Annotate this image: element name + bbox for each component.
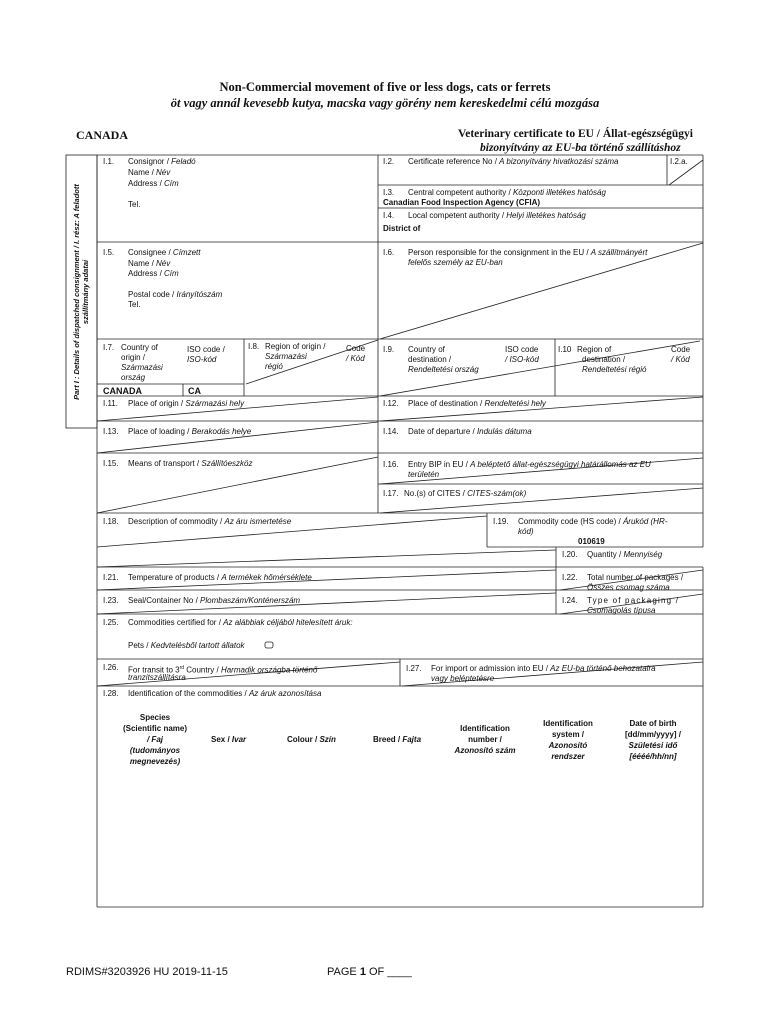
box-i16-label-line2: területén bbox=[408, 470, 440, 479]
box-i15-number: I.15. bbox=[103, 459, 119, 468]
box-i7-iso-value: CA bbox=[188, 386, 201, 396]
certificate-title-line2: bizonyítvány az EU-ba történő szállításhoz bbox=[480, 142, 681, 154]
col-species-line1: Species bbox=[139, 713, 171, 722]
form-title: Non-Commercial movement of five or less dogs, cats or ferrets bbox=[219, 80, 551, 94]
box-i9-iso: ISO code bbox=[505, 345, 539, 354]
box-i14-number: I.14. bbox=[383, 427, 399, 436]
box-i6-label: Person responsible for the consignment in the EU / A szállítmányért bbox=[408, 248, 648, 257]
box-i19-label-line2: kód) bbox=[518, 527, 534, 536]
box-i8-line2: Származási bbox=[265, 352, 307, 361]
box-i21-number: I.21. bbox=[103, 573, 119, 582]
box-i8-code: Code bbox=[346, 344, 366, 353]
box-i2-number: I.2. bbox=[383, 157, 395, 166]
box-i12-label: Place of destination / Rendeltetési hely bbox=[408, 399, 546, 408]
side-label-line2: szállítmány adatai bbox=[81, 259, 90, 325]
col-dob-line4: [éééé/hh/nn] bbox=[629, 752, 677, 761]
box-i27-label-line2: vagy beléptetésre bbox=[431, 674, 495, 683]
col-dob-line2: [dd/mm/yyyy] / bbox=[624, 730, 681, 739]
box-i28-label: Identification of the commodities / Az áruk azonosítása bbox=[128, 689, 322, 698]
box-i3-label: Central competent authority / Központi illetékes hatóság bbox=[408, 188, 606, 197]
box-i25-pets-label: Pets / Kedvtelésből tartott állatok bbox=[128, 641, 245, 650]
box-i10-number: I.10 bbox=[558, 345, 572, 354]
box-i2a-label: I.2.a. bbox=[670, 157, 688, 166]
box-i5-address: Address / Cím bbox=[128, 269, 179, 278]
box-i14-label: Date of departure / Indulás dátuma bbox=[408, 427, 532, 436]
col-idsys-line2: system / bbox=[551, 730, 585, 739]
box-i21-label: Temperature of products / A termékek hőmérséklete bbox=[128, 573, 312, 582]
box-i27-number: I.27. bbox=[406, 664, 422, 673]
side-label-line1: Part I : Details of dispatched consignment / I. rész: A feladott bbox=[72, 184, 81, 400]
box-i1-address: Address / Cím bbox=[128, 179, 179, 188]
box-i28-number: I.28. bbox=[103, 689, 119, 698]
box-i8-line3: régió bbox=[265, 362, 283, 371]
box-i18-number: I.18. bbox=[103, 517, 119, 526]
box-i24-label-line2: Csomagolás típusa bbox=[587, 606, 656, 615]
box-i22-label-line2: Összes csomag száma bbox=[587, 583, 670, 592]
box-i15-label: Means of transport / Szállítóeszköz bbox=[128, 459, 253, 468]
col-idnum-line2: number / bbox=[468, 735, 502, 744]
country-label: CANADA bbox=[76, 128, 128, 142]
box-i13-label: Place of loading / Berakodás helye bbox=[128, 427, 252, 436]
box-i11-number: I.11. bbox=[103, 399, 118, 408]
col-sex: Sex / Ivar bbox=[211, 735, 247, 744]
box-i11-label: Place of origin / Származási hely bbox=[128, 399, 245, 408]
page-indicator: PAGE 1 OF ____ bbox=[327, 966, 412, 978]
box-i22-number: I.22. bbox=[562, 573, 578, 582]
col-species-line3: / Faj bbox=[146, 735, 163, 744]
box-i4-number: I.4. bbox=[383, 211, 395, 220]
box-i24-label: Type of packaging / bbox=[587, 596, 680, 605]
box-i23-number: I.23. bbox=[103, 596, 119, 605]
box-i7-iso: ISO code / bbox=[187, 345, 225, 354]
box-i9-line2: destination / bbox=[408, 355, 452, 364]
certificate-title: Veterinary certificate to EU / Állat-egészségügyi bbox=[458, 128, 693, 140]
pets-checkbox[interactable] bbox=[265, 642, 273, 648]
box-i18-label: Description of commodity / Az áru ismertetése bbox=[128, 517, 292, 526]
document-reference: RDIMS#3203926 HU 2019-11-15 bbox=[66, 966, 228, 978]
box-i19-label: Commodity code (HS code) / Árukód (HR- bbox=[518, 517, 668, 526]
box-i26-label-line2: tranzitszállításra bbox=[128, 673, 186, 682]
box-i9-line3: Rendeltetési ország bbox=[408, 365, 479, 374]
box-i3-number: I.3. bbox=[383, 188, 395, 197]
box-i4-value: District of bbox=[383, 224, 421, 233]
box-i9-iso-hu: / ISO-kód bbox=[505, 355, 539, 364]
box-i10-code-hu: / Kód bbox=[671, 355, 690, 364]
box-i5-name: Name / Név bbox=[128, 259, 171, 268]
box-i1-name: Name / Név bbox=[128, 168, 171, 177]
box-i7-line3: Származási bbox=[121, 363, 163, 372]
col-idnum-line3: Azonosító szám bbox=[454, 746, 516, 755]
box-i19-value: 010619 bbox=[578, 537, 605, 546]
col-dob-line1: Date of birth bbox=[629, 719, 677, 728]
box-i25-number: I.25. bbox=[103, 618, 119, 627]
box-i7-line1: Country of bbox=[121, 343, 158, 352]
box-i2-label: Certificate reference No / A bizonyítvány hivatkozási száma bbox=[408, 157, 619, 166]
box-i26-number: I.26. bbox=[103, 663, 119, 672]
col-idsys-line1: Identification bbox=[543, 719, 593, 728]
box-i9-number: I.9. bbox=[383, 345, 395, 354]
box-i6-number: I.6. bbox=[383, 248, 395, 257]
box-i16-number: I.16. bbox=[383, 460, 399, 469]
box-i1-consignor: Consignor / Feladó bbox=[128, 157, 196, 166]
box-i17-label: No.(s) of CITES / CITES-szám(ok) bbox=[404, 489, 527, 498]
col-species-line4: (tudományos bbox=[129, 746, 181, 755]
box-i7-line2: origin / bbox=[121, 353, 146, 362]
box-i23-label: Seal/Container No / Plombaszám/Konténerszám bbox=[128, 596, 301, 605]
box-i24-number: I.24. bbox=[562, 596, 578, 605]
box-i13-number: I.13. bbox=[103, 427, 119, 436]
box-i16-label: Entry BIP in EU / A beléptető állat-egészségügyi határállomás az EU bbox=[408, 460, 651, 469]
box-i6-label-line2: felelős személy az EU-ban bbox=[408, 258, 503, 267]
box-i10-line3: Rendeltetési régió bbox=[582, 365, 647, 374]
box-i1-number: I.1. bbox=[103, 157, 115, 166]
col-species-line2: (Scientific name) bbox=[122, 724, 187, 733]
box-i19-number: I.19. bbox=[493, 517, 509, 526]
box-i17-number: I.17. bbox=[383, 489, 399, 498]
box-i5-consignee: Consignee / Címzett bbox=[128, 248, 201, 257]
box-i4-label: Local competent authority / Helyi illetékes hatóság bbox=[408, 211, 586, 220]
box-i7-line4: ország bbox=[121, 373, 146, 382]
box-i7-country-value: CANADA bbox=[103, 386, 142, 396]
col-dob-line3: Születési idő bbox=[628, 741, 678, 750]
box-i10-line1: Region of bbox=[577, 345, 612, 354]
col-idsys-line3: Azonosító bbox=[548, 741, 588, 750]
box-i10-line2: destination / bbox=[582, 355, 626, 364]
col-breed: Breed / Fajta bbox=[373, 735, 422, 744]
col-idsys-line4: rendszer bbox=[551, 752, 585, 761]
box-i20-number: I.20. bbox=[562, 550, 578, 559]
col-idnum-line1: Identification bbox=[460, 724, 510, 733]
box-i7-iso-hu: ISO-kód bbox=[187, 355, 217, 364]
box-i10-code: Code bbox=[671, 345, 691, 354]
box-i8-line1: Region of origin / bbox=[265, 342, 326, 351]
col-colour: Colour / Szín bbox=[287, 735, 336, 744]
box-i25-label: Commodities certified for / Az alábbiak céljából hitelesített áruk: bbox=[128, 618, 353, 627]
box-i12-number: I.12. bbox=[383, 399, 399, 408]
box-i5-postal: Postal code / Irányítószám bbox=[128, 290, 223, 299]
box-i8-number: I.8. bbox=[248, 342, 260, 351]
box-i5-number: I.5. bbox=[103, 248, 115, 257]
box-i9-line1: Country of bbox=[408, 345, 445, 354]
box-i7-number: I.7. bbox=[103, 343, 115, 352]
col-species-line5: megnevezés) bbox=[129, 757, 181, 766]
box-i1-tel: Tel. bbox=[128, 200, 141, 209]
form-subtitle: öt vagy annál kevesebb kutya, macska vagy görény nem kereskedelmi célú mozgása bbox=[170, 96, 600, 110]
box-i20-label: Quantity / Mennyiség bbox=[587, 550, 663, 559]
box-i5-tel: Tel. bbox=[128, 300, 141, 309]
box-i27-label: For import or admission into EU / Az EU-ba történő behozatalra bbox=[431, 664, 656, 673]
box-i26-label: For transit to 3rd Country / Harmadik országba történő bbox=[128, 665, 318, 675]
box-i22-label: Total number of packages / bbox=[587, 573, 684, 582]
box-i8-code-hu: / Kód bbox=[346, 354, 365, 363]
box-i3-value: Canadian Food Inspection Agency (CFIA) bbox=[383, 198, 541, 207]
